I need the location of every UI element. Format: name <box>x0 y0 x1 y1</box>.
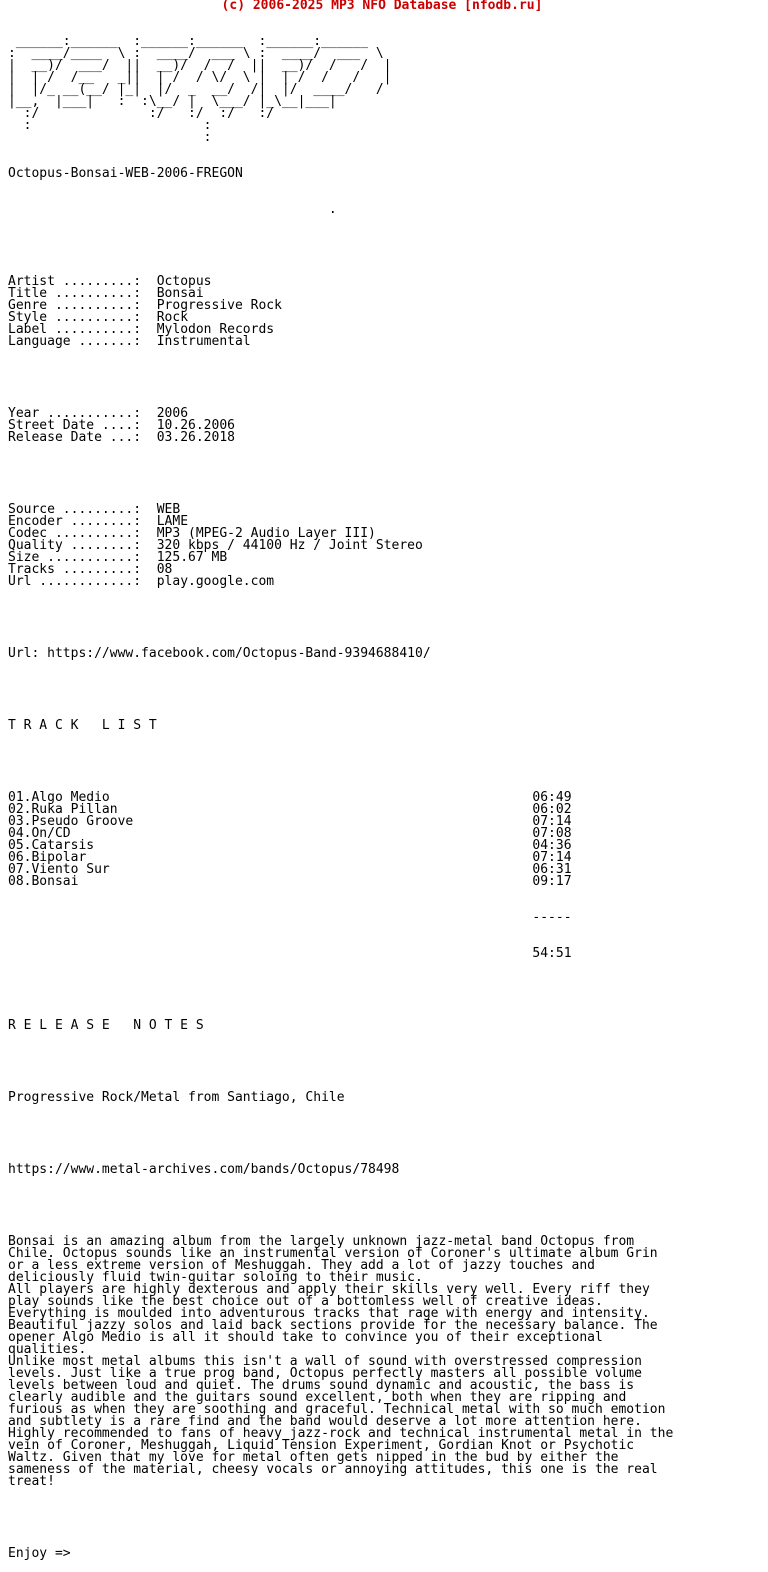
enjoy-line: Enjoy => <box>8 1546 71 1561</box>
total-time: 54:51 <box>8 946 572 961</box>
release-notes-heading: R E L E A S E N O T E S <box>8 1018 204 1033</box>
tech-value: 320 kbps / 44100 Hz / Joint Stereo <box>156 538 423 553</box>
notes-line: levels between loud and quiet. The drums sound dynamic and acoustic, the bass is <box>8 1378 635 1393</box>
label-gap <box>141 334 157 349</box>
dates-row <box>8 432 768 444</box>
spacer <box>8 1200 768 1212</box>
info-label: Style ..........: <box>8 310 142 325</box>
label-gap <box>141 574 157 589</box>
site-credit-header: (c) 2006-2025 MP3 NFO Database [nfodb.ru] <box>221 0 543 13</box>
dates-value: 10.26.2006 <box>156 418 235 433</box>
info-label: Language .......: <box>8 334 142 349</box>
dates-section <box>8 408 768 444</box>
ascii-logo-line: : ____/____ \ : ____/ ___ \ : ____/ ___ \ <box>8 46 384 61</box>
notes-line: levels. Just like a true prog band, Octopus perfectly masters all possible volume <box>8 1366 642 1381</box>
dates-label: Street Date ....: <box>8 418 142 433</box>
notes-line: treat! <box>8 1474 55 1489</box>
spacer <box>8 684 768 696</box>
tech-value: LAME <box>156 514 189 529</box>
ascii-logo <box>8 36 768 144</box>
notes-line: Everything is moulded into adventurous tracks that rage with energy and intensity. <box>8 1306 650 1321</box>
ascii-logo-line: |__, |___| : :\__/ | \___/ |_\__|___| <box>8 94 361 109</box>
tech-value: play.google.com <box>156 574 275 589</box>
nfo-document <box>0 12 768 1572</box>
tech-label: Size ...........: <box>8 550 142 565</box>
notes-line: opener Algo Medio is all it should take to convince you of their exceptional <box>8 1330 603 1345</box>
info-label: Title ..........: <box>8 286 142 301</box>
tech-value: MP3 (MPEG-2 Audio Layer III) <box>156 526 376 541</box>
release-name-trailing-dot: . <box>8 202 337 217</box>
notes-body <box>8 1236 768 1488</box>
ascii-logo-line: ______:______ :______:______ :______:______ <box>8 34 376 49</box>
facebook-url-line: Url: https://www.facebook.com/Octopus-Band-9394688410/ <box>8 646 431 661</box>
dates-label: Release Date ...: <box>8 430 142 445</box>
ascii-logo-line: | | / /__ _|| | / / \/ \ | | / / / | <box>8 70 392 85</box>
notes-line: play sounds like the best choice out of a bottomless well of creative ideas. <box>8 1294 603 1309</box>
track-time: 04:36 <box>532 838 572 853</box>
info-value: Mylodon Records <box>156 322 275 337</box>
track-time: 07:14 <box>532 850 572 865</box>
tech-label: Tracks .........: <box>8 562 142 577</box>
tech-value: 08 <box>156 562 173 577</box>
tech-value: 125.67 MB <box>156 550 228 565</box>
track-title: 01.Algo Medio <box>8 790 110 805</box>
tech-section <box>8 504 768 588</box>
spacer <box>8 468 768 480</box>
notes-line: Waltz. Given that my love for metal often gets nipped in the bud by either the <box>8 1450 619 1465</box>
info-label: Artist .........: <box>8 274 142 289</box>
notes-line: Highly recommended to fans of heavy jazz-rock and technical instrumental metal in the <box>8 1426 674 1441</box>
notes-line: sameness of the material, cheesy vocals or annoying attitudes, this one is the real <box>8 1462 658 1477</box>
dates-value: 03.26.2018 <box>156 430 235 445</box>
tech-label: Source .........: <box>8 502 142 517</box>
info-section <box>8 276 768 348</box>
ascii-logo-line: | __)/ ___/ || __)/ / / || __)/ / / | <box>8 58 392 73</box>
tech-value: WEB <box>156 502 181 517</box>
notes-line: or a less extreme version of Meshuggah. They add a lot of jazzy touches and <box>8 1258 595 1273</box>
spacer <box>8 1128 768 1140</box>
notes-line: Bonsai is an amazing album from the largely unknown jazz-metal band Octopus from <box>8 1234 635 1249</box>
notes-link: https://www.metal-archives.com/bands/Octopus/78498 <box>8 1162 400 1177</box>
track-title: 06.Bipolar <box>8 850 87 865</box>
notes-subtitle: Progressive Rock/Metal from Santiago, Chile <box>8 1090 345 1105</box>
ascii-logo-line: | |/_ __(__/ |_| |/ _ __/ /| |/ ____/ / <box>8 82 384 97</box>
ascii-logo-line: : <box>8 130 314 145</box>
track-row <box>8 876 768 888</box>
track-title: 08.Bonsai <box>8 874 79 889</box>
spacer <box>8 984 768 996</box>
ascii-logo-line: :/ :/ :/ :/ :/ <box>8 106 353 121</box>
track-time: 06:02 <box>532 802 572 817</box>
notes-line: Chile. Octopus sounds like an instrumental version of Coroner's ultimate album Grin <box>8 1246 658 1261</box>
notes-line: qualities. <box>8 1342 87 1357</box>
spacer <box>8 240 768 252</box>
info-value: Octopus <box>156 274 212 289</box>
track-title: 04.On/CD <box>8 826 71 841</box>
notes-line: furious as when they are soothing and graceful. Technical metal with so much emotion <box>8 1402 666 1417</box>
info-row <box>8 336 768 348</box>
spacer <box>8 372 768 384</box>
tech-label: Url ............: <box>8 574 142 589</box>
notes-line: All players are highly dexterous and apply their skills very well. Every riff they <box>8 1282 650 1297</box>
tech-label: Quality ........: <box>8 538 142 553</box>
notes-line: deliciously fluid twin-guitar soloing to their music. <box>8 1270 423 1285</box>
info-value: Instrumental <box>156 334 251 349</box>
notes-line: Unlike most metal albums this isn't a wall of sound with overstressed compression <box>8 1354 642 1369</box>
spacer <box>8 756 768 768</box>
track-time: 06:31 <box>532 862 572 877</box>
notes-line: clearly audible and the guitars sound excellent, both when they are ripping and <box>8 1390 627 1405</box>
track-pad <box>78 874 532 889</box>
ascii-logo-line: : : <box>8 118 306 133</box>
info-value: Progressive Rock <box>156 298 282 313</box>
track-title: 07.Viento Sur <box>8 862 110 877</box>
spacer <box>8 1512 768 1524</box>
notes-line: and subtlety is a rare find and the band would deserve a lot more attention here. <box>8 1414 642 1429</box>
track-time: 09:17 <box>532 874 572 889</box>
track-time: 07:08 <box>532 826 572 841</box>
track-title: 02.Ruka Pillan <box>8 802 118 817</box>
info-label: Genre ..........: <box>8 298 142 313</box>
tech-label: Encoder ........: <box>8 514 142 529</box>
label-gap <box>141 430 157 445</box>
info-label: Label ..........: <box>8 322 142 337</box>
notes-line: vein of Coroner, Meshuggah, Liquid Tension Experiment, Gordian Knot or Psychotic <box>8 1438 635 1453</box>
track-time: 07:14 <box>532 814 572 829</box>
track-title: 03.Pseudo Groove <box>8 814 134 829</box>
spacer <box>8 612 768 624</box>
dates-value: 2006 <box>156 406 189 421</box>
notes-line: Beautiful jazzy solos and laid back sections provide for the necessary balance. The <box>8 1318 658 1333</box>
info-value: Bonsai <box>156 286 204 301</box>
tracklist-heading: T R A C K L I S T <box>8 718 157 733</box>
spacer <box>8 1056 768 1068</box>
track-title: 05.Catarsis <box>8 838 95 853</box>
tech-row <box>8 576 768 588</box>
track-time: 06:49 <box>532 790 572 805</box>
dates-label: Year ...........: <box>8 406 142 421</box>
tech-label: Codec ..........: <box>8 526 142 541</box>
release-name: Octopus-Bonsai-WEB-2006-FREGON <box>8 166 243 181</box>
tracklist <box>8 792 768 888</box>
total-divider: ----- <box>8 910 572 925</box>
info-value: Rock <box>156 310 189 325</box>
